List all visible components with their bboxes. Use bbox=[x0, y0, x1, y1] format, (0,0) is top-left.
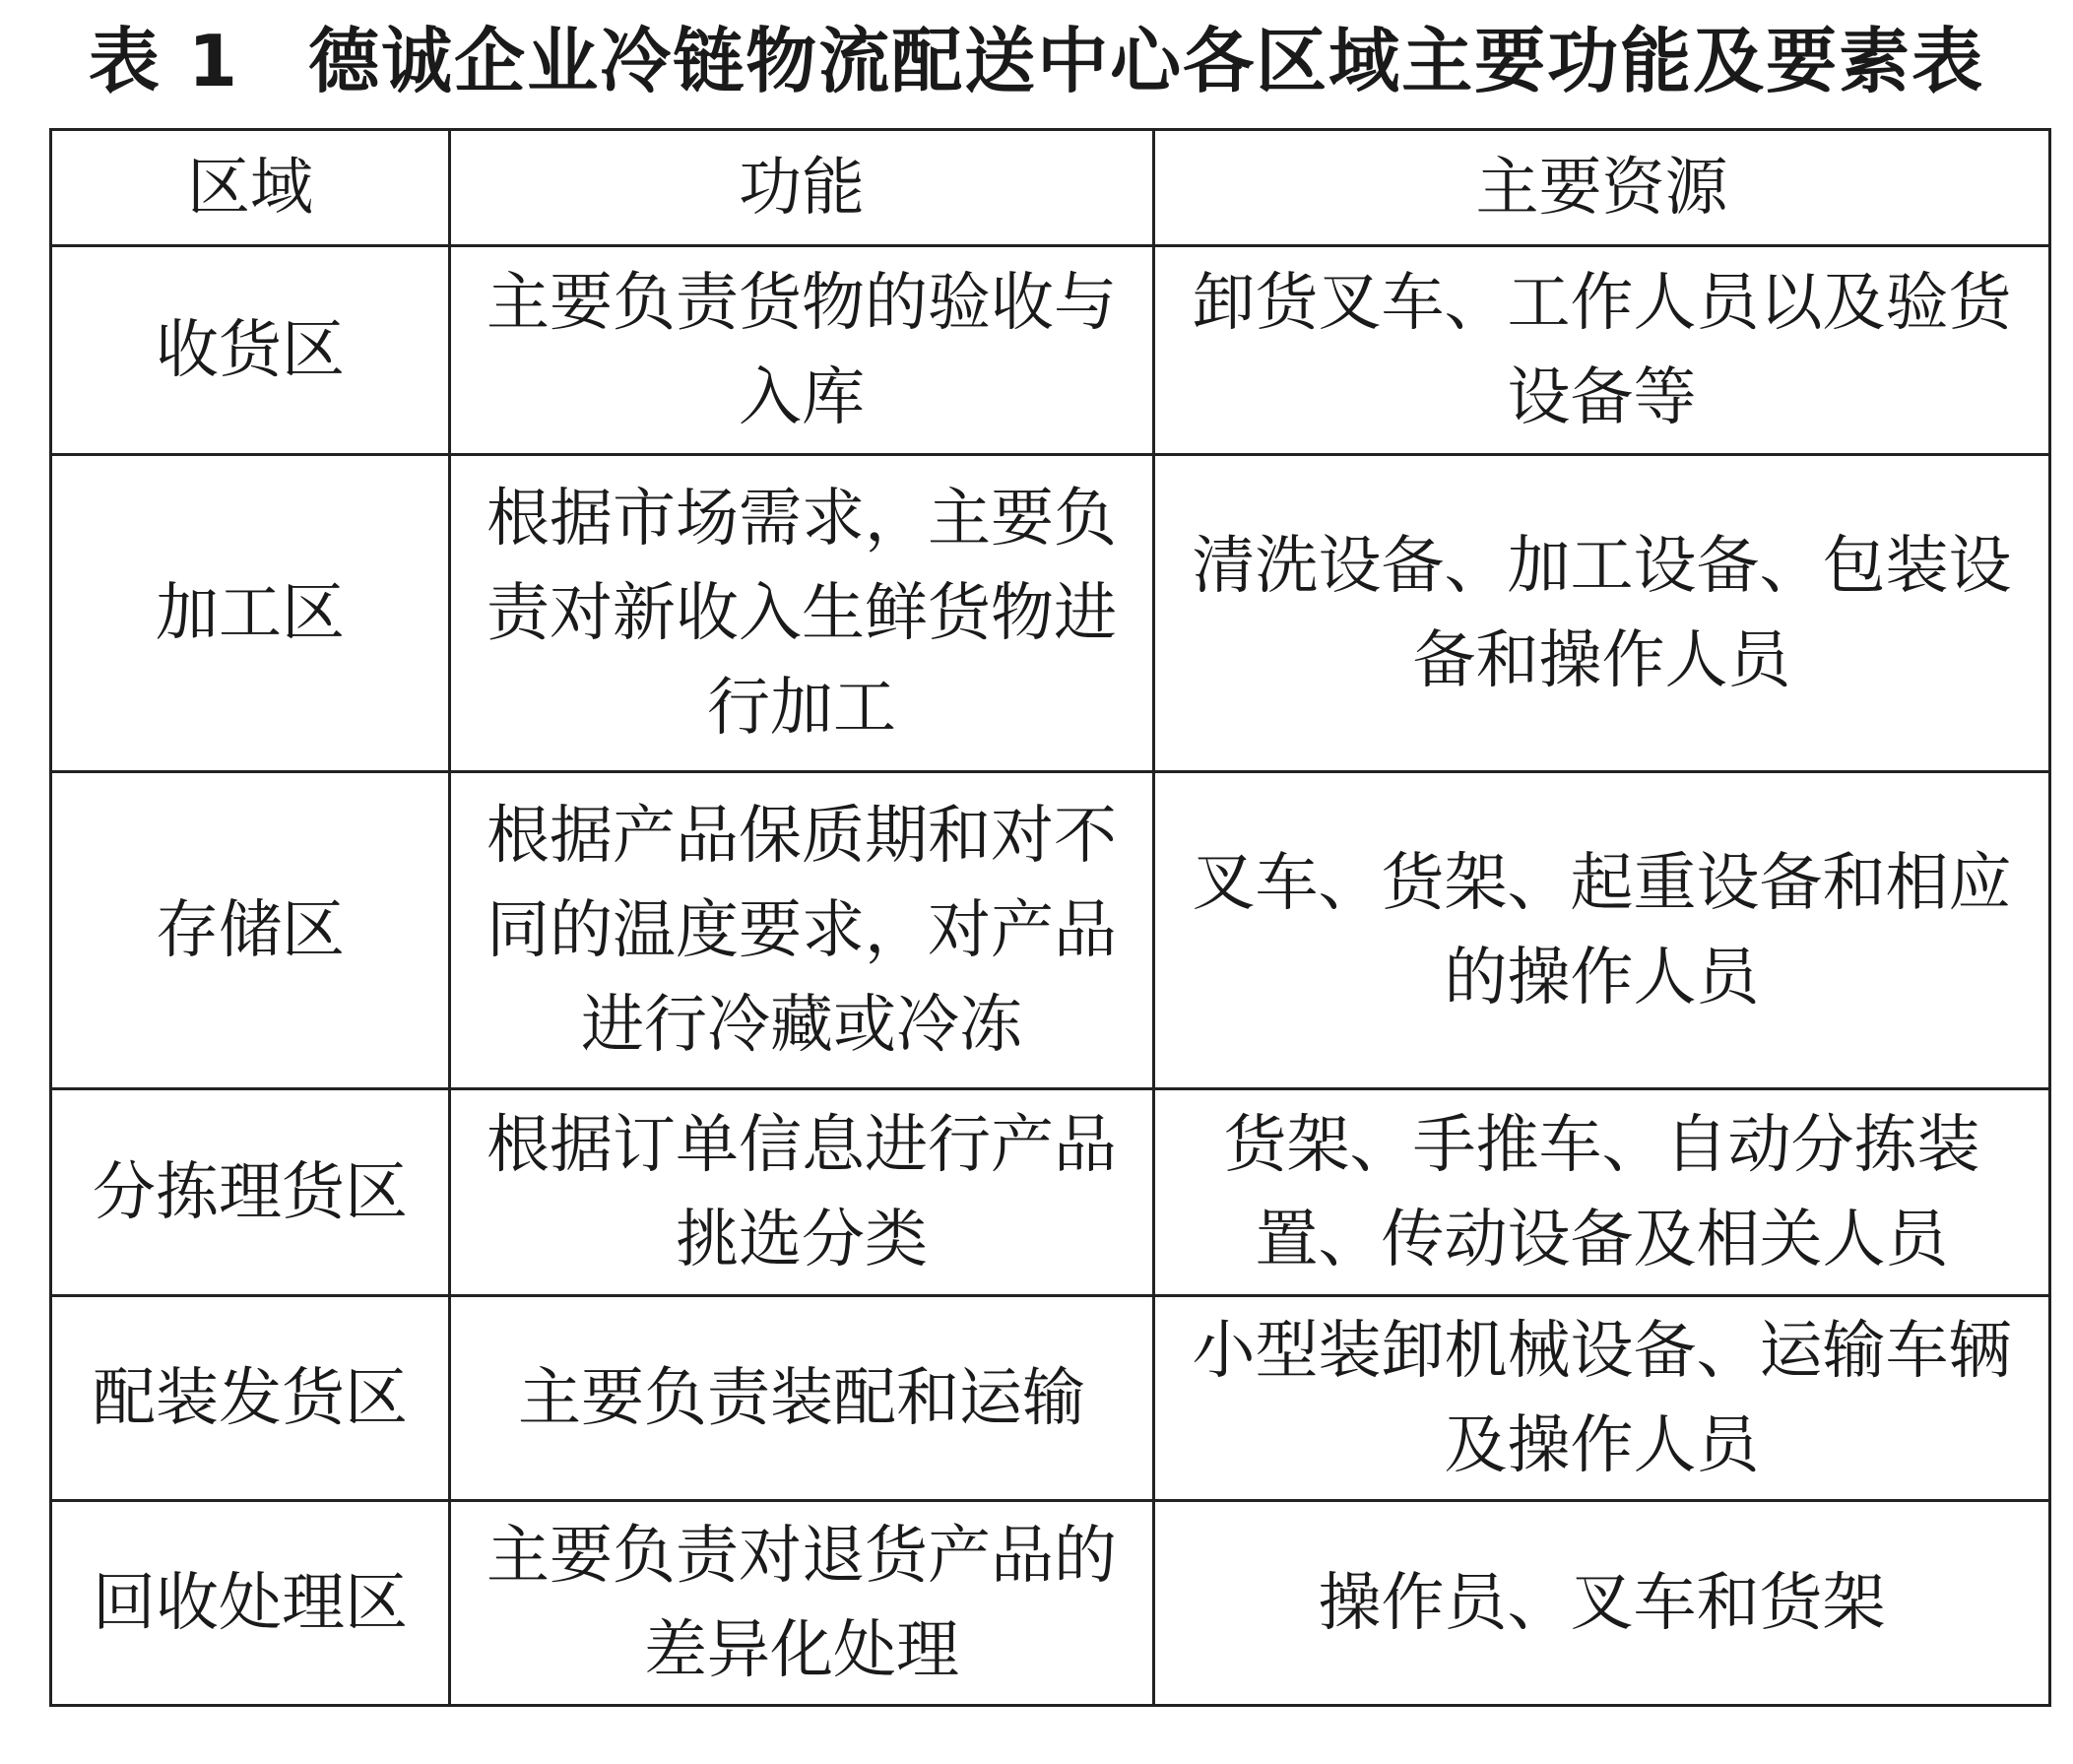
table-title bbox=[0, 14, 2073, 108]
table-header-row bbox=[51, 130, 2050, 246]
resources-cell: 卸货叉车、工作人员以及验货设备等 bbox=[1154, 246, 2050, 455]
resources-cell: 小型装卸机械设备、运输车辆及操作人员 bbox=[1154, 1296, 2050, 1501]
resources-cell: 货架、手推车、自动分拣装置、传动设备及相关人员 bbox=[1154, 1089, 2050, 1296]
zone-cell: 加工区 bbox=[51, 455, 450, 772]
table-row bbox=[51, 1501, 2050, 1706]
function-cell: 根据订单信息进行产品挑选分类 bbox=[450, 1089, 1154, 1296]
table-row bbox=[51, 772, 2050, 1089]
table-row bbox=[51, 246, 2050, 455]
resources-cell: 叉车、货架、起重设备和相应的操作人员 bbox=[1154, 772, 2050, 1089]
zone-cell: 分拣理货区 bbox=[51, 1089, 450, 1296]
zone-cell: 收货区 bbox=[51, 246, 450, 455]
zone-function-table bbox=[49, 128, 2051, 1707]
zone-cell: 配装发货区 bbox=[51, 1296, 450, 1501]
header-function: 功能 bbox=[450, 130, 1154, 246]
function-cell: 根据产品保质期和对不同的温度要求，对产品进行冷藏或冷冻 bbox=[450, 772, 1154, 1089]
table-number: 表 1 bbox=[88, 20, 240, 102]
function-cell: 主要负责对退货产品的差异化处理 bbox=[450, 1501, 1154, 1706]
function-cell: 根据市场需求，主要负责对新收入生鲜货物进行加工 bbox=[450, 455, 1154, 772]
table-row bbox=[51, 1296, 2050, 1501]
zone-cell: 回收处理区 bbox=[51, 1501, 450, 1706]
table-row bbox=[51, 455, 2050, 772]
resources-cell: 清洗设备、加工设备、包装设备和操作人员 bbox=[1154, 455, 2050, 772]
zone-cell: 存储区 bbox=[51, 772, 450, 1089]
header-resources: 主要资源 bbox=[1154, 130, 2050, 246]
function-cell: 主要负责装配和运输 bbox=[450, 1296, 1154, 1501]
function-cell: 主要负责货物的验收与入库 bbox=[450, 246, 1154, 455]
resources-cell: 操作员、叉车和货架 bbox=[1154, 1501, 2050, 1706]
table-caption: 德诚企业冷链物流配送中心各区域主要功能及要素表 bbox=[308, 20, 1985, 102]
table-row bbox=[51, 1089, 2050, 1296]
header-zone: 区域 bbox=[51, 130, 450, 246]
